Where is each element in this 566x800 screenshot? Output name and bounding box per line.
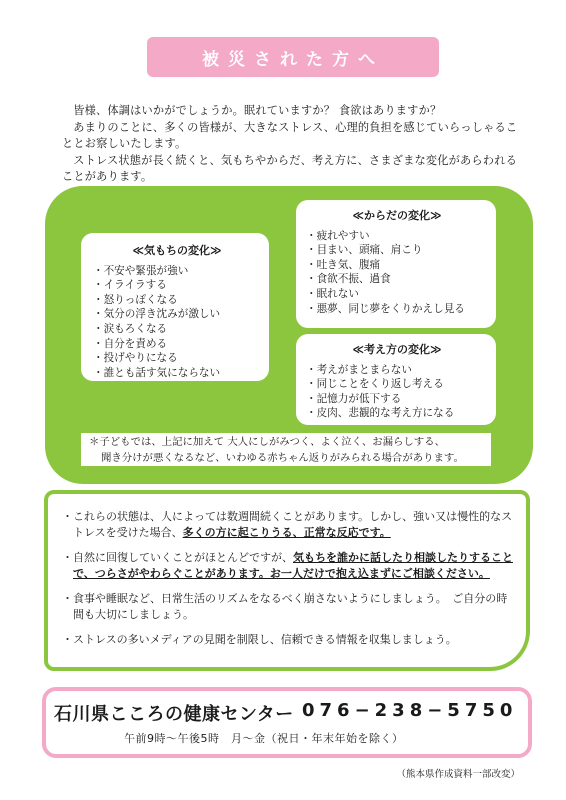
list-item: ・ 食欲不振、過食 bbox=[306, 272, 488, 287]
list-item: ・ 目まい、頭痛、肩こり bbox=[306, 243, 488, 258]
advice-item-2 bbox=[62, 550, 518, 582]
advice-item-4: ・ ストレスの多いメディアの見聞を制限し、信頼できる情報を収集しましょう。 bbox=[62, 632, 518, 648]
body-card bbox=[296, 200, 496, 328]
list-item: ・ 吐き気、腹痛 bbox=[306, 258, 488, 273]
list-item: ・ 誰とも話す気にならない bbox=[93, 366, 261, 381]
thinking-list bbox=[306, 363, 488, 421]
advice-item-1-text: これらの状態は、人によっては数週間続くことがあります。しかし、強い又は慢性的なストレスを受けた場合、 bbox=[73, 510, 513, 539]
intro-paragraph-3: ストレス状態が長く続くと、気もちやからだ、考え方に、さまざまな変化があらわれることがあります。 bbox=[62, 153, 517, 183]
list-item: ・ 疲れやすい bbox=[306, 229, 488, 244]
feelings-list bbox=[93, 264, 261, 381]
children-note-line-1: ＊子どもでは、上記に加えて 大人にしがみつく、よく泣く、お漏らしする、 bbox=[89, 436, 445, 448]
list-item: ・ 皮肉、悲観的な考え方になる bbox=[306, 406, 488, 421]
list-item: ・ 気分の浮き沈みが激しい bbox=[93, 307, 261, 322]
advice-list bbox=[62, 509, 518, 657]
page-title: 被災された方へ bbox=[147, 37, 439, 77]
advice-item-2-text: 自然に回復していくことがほとんどですが、 bbox=[73, 551, 293, 564]
advice-item-3: ・ 食事や睡眠など、日常生活のリズムをなるべく崩さないようにしましょう。 ご自分の時間も大切にしましょう。 bbox=[62, 591, 518, 623]
contact-center-name: 石川県こころの健康センター bbox=[54, 704, 294, 725]
feelings-title: ≪気もちの変化≫ bbox=[132, 244, 222, 257]
feelings-card bbox=[81, 233, 269, 381]
list-item: ・ イライラする bbox=[93, 278, 261, 293]
list-item: ・ 怒りっぽくなる bbox=[93, 293, 261, 308]
children-note-line-2: 聞き分けが悪くなるなど、いわゆる赤ちゃん返りがみられる場合があります。 bbox=[101, 451, 464, 464]
source-note: （熊本県作成資料一部改変） bbox=[396, 769, 520, 780]
list-item: ・ 考えがまとまらない bbox=[306, 363, 488, 378]
advice-item-2-emphasis: 気もちを誰かに話したり相談したりすることで、つらさがやわらぐことがあります。お一人だけで抱え込まずにご相談ください。 bbox=[73, 551, 513, 580]
list-item: ・ 同じことをくり返し考える bbox=[306, 377, 488, 392]
list-item: ・ 涙もろくなる bbox=[93, 322, 261, 337]
advice-item-1-emphasis: 多くの方に起こりうる、正常な反応です。 bbox=[182, 526, 391, 539]
list-item: ・ 眠れない bbox=[306, 287, 488, 302]
contact-hours: 午前9時〜午後5時 月〜金（祝日・年末年始を除く） bbox=[124, 732, 404, 745]
intro-text bbox=[62, 103, 522, 186]
contact-phone-number: 076−238−5750 bbox=[302, 700, 518, 721]
children-note bbox=[81, 433, 491, 466]
list-item: ・ 自分を責める bbox=[93, 337, 261, 352]
body-title: ≪からだの変化≫ bbox=[352, 209, 442, 222]
list-item: ・ 不安や緊張が強い bbox=[93, 264, 261, 279]
thinking-card bbox=[296, 334, 496, 425]
intro-paragraph-1: 皆様、体調はいかがでしょうか。眠れていますか？ 食欲はありますか？ bbox=[73, 104, 442, 117]
list-item: ・ 悪夢、同じ夢をくりかえし見る bbox=[306, 302, 488, 317]
thinking-title: ≪考え方の変化≫ bbox=[352, 343, 442, 356]
body-list bbox=[306, 229, 488, 317]
intro-paragraph-2: あまりのことに、多くの皆様が、大きなストレス、心理的負担を感じていらっしゃることとお察しいたします。 bbox=[62, 120, 518, 150]
advice-item-1 bbox=[62, 509, 518, 541]
list-item: ・ 投げやりになる bbox=[93, 351, 261, 366]
list-item: ・ 記憶力が低下する bbox=[306, 392, 488, 407]
